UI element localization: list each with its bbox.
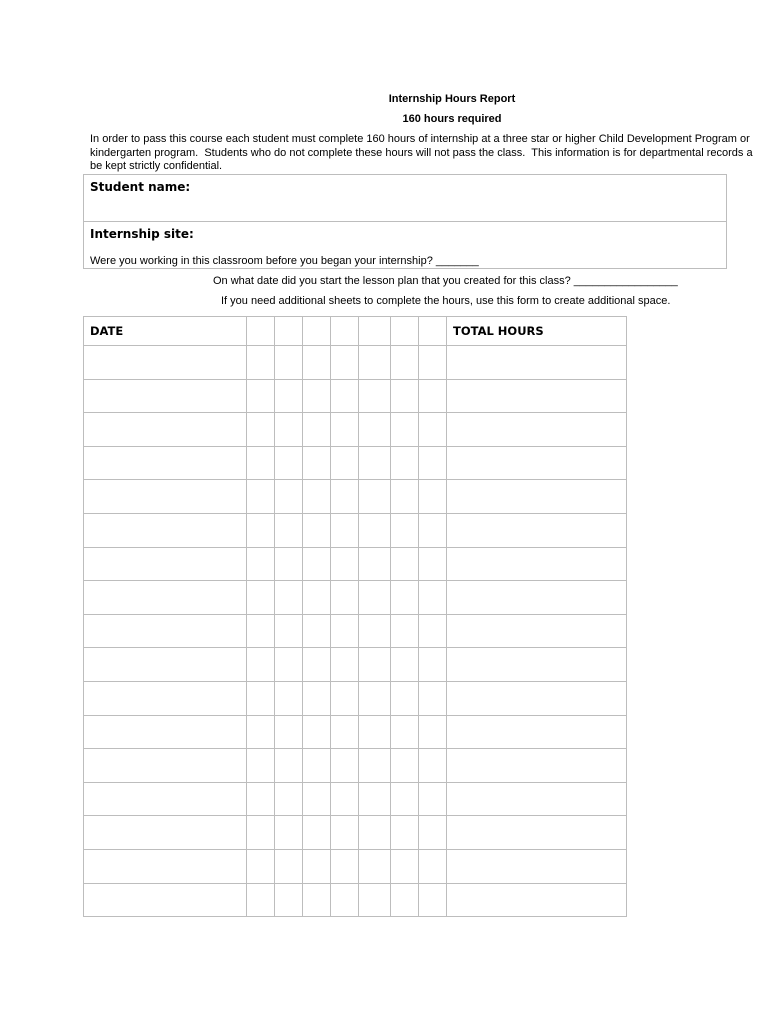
hours-cell[interactable] [247, 413, 275, 447]
hours-cell[interactable] [331, 782, 359, 816]
hours-cell[interactable] [275, 413, 303, 447]
hours-cell[interactable] [331, 413, 359, 447]
hours-cell[interactable] [303, 379, 331, 413]
date-cell[interactable] [84, 413, 247, 447]
date-cell[interactable] [84, 749, 247, 783]
table-row [84, 681, 627, 715]
hours-cell[interactable] [275, 648, 303, 682]
hours-cell[interactable] [391, 749, 419, 783]
hours-cell[interactable] [331, 379, 359, 413]
hours-cell[interactable] [419, 614, 447, 648]
report-title: Internship Hours Report [388, 93, 516, 105]
hours-cell[interactable] [359, 715, 391, 749]
hours-cell[interactable] [419, 346, 447, 380]
internship-site-label: Internship site: [90, 227, 194, 241]
hours-cell[interactable] [391, 547, 419, 581]
hours-cell[interactable] [247, 715, 275, 749]
hours-cell[interactable] [391, 715, 419, 749]
table-header-row [84, 317, 627, 346]
hours-cell[interactable] [359, 581, 391, 615]
total-hours-cell[interactable] [447, 379, 627, 413]
hours-cell[interactable] [303, 749, 331, 783]
hours-cell[interactable] [419, 547, 447, 581]
hours-cell[interactable] [359, 816, 391, 850]
hours-cell[interactable] [359, 413, 391, 447]
hours-cell[interactable] [391, 782, 419, 816]
column-header [247, 317, 275, 346]
hours-cell[interactable] [419, 816, 447, 850]
table-row [84, 648, 627, 682]
report-subtitle: 160 hours required [402, 113, 502, 125]
hours-cell[interactable] [247, 513, 275, 547]
hours-cell[interactable] [419, 446, 447, 480]
table-row [84, 446, 627, 480]
hours-cell[interactable] [359, 849, 391, 883]
hours-cell[interactable] [331, 681, 359, 715]
hours-cell[interactable] [331, 547, 359, 581]
hours-cell[interactable] [275, 513, 303, 547]
hours-cell[interactable] [359, 379, 391, 413]
column-header [359, 317, 391, 346]
hours-cell[interactable] [391, 446, 419, 480]
hours-cell[interactable] [391, 648, 419, 682]
date-cell[interactable] [84, 715, 247, 749]
hours-cell[interactable] [275, 581, 303, 615]
hours-cell[interactable] [247, 581, 275, 615]
date-cell[interactable] [84, 346, 247, 380]
hours-cell[interactable] [247, 749, 275, 783]
date-cell[interactable] [84, 681, 247, 715]
total-hours-cell[interactable] [447, 581, 627, 615]
hours-cell[interactable] [275, 816, 303, 850]
total-hours-cell[interactable] [447, 749, 627, 783]
hours-cell[interactable] [419, 782, 447, 816]
date-cell[interactable] [84, 379, 247, 413]
total-hours-cell[interactable] [447, 883, 627, 917]
hours-cell[interactable] [359, 883, 391, 917]
hours-cell[interactable] [247, 379, 275, 413]
hours-cell[interactable] [419, 715, 447, 749]
hours-cell[interactable] [391, 614, 419, 648]
hours-cell[interactable] [303, 681, 331, 715]
column-header [303, 317, 331, 346]
total-hours-cell[interactable] [447, 346, 627, 380]
table-row [84, 480, 627, 514]
hours-cell[interactable] [331, 581, 359, 615]
lesson-plan-question: On what date did you start the lesson plan that you created for this class? _________________ [213, 275, 678, 287]
hours-cell[interactable] [247, 849, 275, 883]
table-row [84, 749, 627, 783]
hours-cell[interactable] [419, 413, 447, 447]
additional-sheets-note: If you need additional sheets to complete the hours, use this form to create additional space. [221, 295, 671, 307]
hours-cell[interactable] [419, 480, 447, 514]
total-hours-cell[interactable] [447, 413, 627, 447]
hours-cell[interactable] [303, 614, 331, 648]
total-hours-cell[interactable] [447, 513, 627, 547]
hours-cell[interactable] [419, 513, 447, 547]
hours-cell[interactable] [247, 782, 275, 816]
working-question: Were you working in this classroom before you began your internship? _______ [90, 255, 479, 267]
column-header [419, 317, 447, 346]
hours-cell[interactable] [359, 749, 391, 783]
student-box-divider [84, 221, 726, 222]
date-cell[interactable] [84, 581, 247, 615]
hours-cell[interactable] [359, 614, 391, 648]
total-hours-cell[interactable] [447, 715, 627, 749]
hours-cell[interactable] [303, 849, 331, 883]
hours-cell[interactable] [331, 816, 359, 850]
hours-cell[interactable] [391, 480, 419, 514]
hours-cell[interactable] [303, 346, 331, 380]
hours-cell[interactable] [303, 547, 331, 581]
hours-cell[interactable] [275, 446, 303, 480]
hours-cell[interactable] [247, 681, 275, 715]
hours-cell[interactable] [275, 379, 303, 413]
total-hours-cell[interactable] [447, 614, 627, 648]
total-hours-cell[interactable] [447, 849, 627, 883]
total-hours-cell[interactable] [447, 547, 627, 581]
hours-cell[interactable] [359, 346, 391, 380]
hours-cell[interactable] [303, 782, 331, 816]
hours-cell[interactable] [303, 883, 331, 917]
intro-paragraph: In order to pass this course each student must complete 160 hours of internship at a three star or higher Child Development Program or kindergarten program. Students who do not complete these hours will not pass the class. This information is for departmental records a be kept strictly confidential. [90, 133, 753, 172]
hours-cell[interactable] [303, 581, 331, 615]
hours-cell[interactable] [275, 849, 303, 883]
date-cell[interactable] [84, 614, 247, 648]
hours-cell[interactable] [275, 715, 303, 749]
hours-cell[interactable] [331, 346, 359, 380]
table-row [84, 883, 627, 917]
hours-cell[interactable] [303, 816, 331, 850]
hours-cell[interactable] [419, 883, 447, 917]
table-row [84, 513, 627, 547]
hours-cell[interactable] [359, 513, 391, 547]
hours-cell[interactable] [331, 480, 359, 514]
total-hours-cell[interactable] [447, 782, 627, 816]
hours-cell[interactable] [303, 648, 331, 682]
table-row [84, 715, 627, 749]
date-cell[interactable] [84, 446, 247, 480]
hours-cell[interactable] [391, 883, 419, 917]
date-cell[interactable] [84, 816, 247, 850]
hours-cell[interactable] [331, 446, 359, 480]
table-row [84, 614, 627, 648]
column-header [391, 317, 419, 346]
hours-cell[interactable] [247, 648, 275, 682]
date-cell[interactable] [84, 513, 247, 547]
hours-cell[interactable] [331, 749, 359, 783]
hours-cell[interactable] [331, 849, 359, 883]
hours-cell[interactable] [331, 715, 359, 749]
date-cell[interactable] [84, 480, 247, 514]
hours-cell[interactable] [247, 614, 275, 648]
total-hours-cell[interactable] [447, 816, 627, 850]
table-row [84, 413, 627, 447]
hours-cell[interactable] [247, 816, 275, 850]
hours-cell[interactable] [275, 883, 303, 917]
hours-cell[interactable] [391, 379, 419, 413]
total-hours-cell[interactable] [447, 681, 627, 715]
date-column-header: DATE [84, 317, 247, 346]
hours-cell[interactable] [247, 883, 275, 917]
date-cell[interactable] [84, 648, 247, 682]
hours-cell[interactable] [331, 614, 359, 648]
hours-cell[interactable] [359, 648, 391, 682]
hours-cell[interactable] [391, 681, 419, 715]
total-hours-cell[interactable] [447, 446, 627, 480]
hours-cell[interactable] [275, 547, 303, 581]
hours-cell[interactable] [303, 413, 331, 447]
student-name-label: Student name: [90, 180, 191, 194]
total-hours-cell[interactable] [447, 480, 627, 514]
hours-cell[interactable] [331, 883, 359, 917]
hours-cell[interactable] [247, 480, 275, 514]
table-row [84, 581, 627, 615]
hours-cell[interactable] [275, 346, 303, 380]
hours-cell[interactable] [247, 346, 275, 380]
date-cell[interactable] [84, 883, 247, 917]
table-row [84, 782, 627, 816]
date-cell[interactable] [84, 849, 247, 883]
column-header [275, 317, 303, 346]
hours-cell[interactable] [275, 749, 303, 783]
hours-cell[interactable] [359, 681, 391, 715]
student-info-box [83, 174, 727, 269]
table-row [84, 816, 627, 850]
hours-cell[interactable] [391, 413, 419, 447]
hours-cell[interactable] [359, 547, 391, 581]
table-row [84, 547, 627, 581]
table-row [84, 849, 627, 883]
hours-cell[interactable] [359, 480, 391, 514]
hours-cell[interactable] [303, 715, 331, 749]
total-hours-column-header: TOTAL HOURS [447, 317, 627, 346]
hours-cell[interactable] [275, 480, 303, 514]
hours-cell[interactable] [247, 547, 275, 581]
hours-cell[interactable] [331, 648, 359, 682]
hours-cell[interactable] [419, 681, 447, 715]
hours-cell[interactable] [391, 513, 419, 547]
hours-cell[interactable] [275, 614, 303, 648]
total-hours-cell[interactable] [447, 648, 627, 682]
date-cell[interactable] [84, 782, 247, 816]
hours-cell[interactable] [247, 446, 275, 480]
hours-table [83, 316, 627, 917]
table-row [84, 346, 627, 380]
hours-cell[interactable] [391, 849, 419, 883]
hours-cell[interactable] [303, 513, 331, 547]
table-row [84, 379, 627, 413]
hours-cell[interactable] [275, 782, 303, 816]
hours-cell[interactable] [391, 816, 419, 850]
hours-cell[interactable] [419, 581, 447, 615]
hours-cell[interactable] [391, 581, 419, 615]
hours-cell[interactable] [303, 446, 331, 480]
date-cell[interactable] [84, 547, 247, 581]
hours-cell[interactable] [419, 849, 447, 883]
hours-cell[interactable] [419, 379, 447, 413]
hours-cell[interactable] [419, 648, 447, 682]
column-header [331, 317, 359, 346]
hours-cell[interactable] [391, 346, 419, 380]
hours-cell[interactable] [303, 480, 331, 514]
hours-cell[interactable] [359, 782, 391, 816]
hours-cell[interactable] [275, 681, 303, 715]
hours-cell[interactable] [359, 446, 391, 480]
hours-cell[interactable] [331, 513, 359, 547]
hours-cell[interactable] [419, 749, 447, 783]
